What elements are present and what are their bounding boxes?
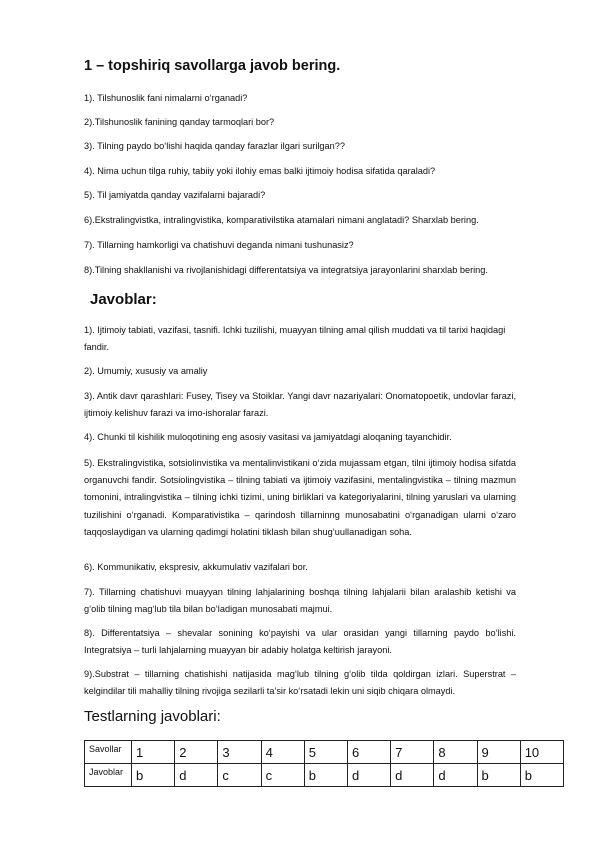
question-number-cell: 5 xyxy=(304,741,347,764)
answer-3: 3). Antik davr qarashlari: Fusey, Tisey va Stoiklar. Yangi davr nazariyalari: Onomatopoetik, undovlar farazi, ijtimoiy kelishuv farazi va imo-ishoralar farazi. xyxy=(84,391,516,419)
question-5: 5). Til jamiyatda qanday vazifalarni bajaradi? xyxy=(84,190,266,200)
table-row-questions xyxy=(85,741,564,764)
answer-letter-cell: d xyxy=(391,764,434,787)
question-number-cell: 4 xyxy=(261,741,304,764)
answer-letter-cell: d xyxy=(434,764,477,787)
answer-5: 5). Ekstralingvistika, sotsiolinvistika va mentalinvistikani o‘zida mujassam etgan, tilni ijtimoiy hodisa sifatda organuvchi fandir. Sotsiolingvistika – tilning tabiati va ijtimoiy vazifasini, mentalingvistika – tilning mazmun tomonini, intralingvistika – tilning ichki tizimi, uning birliklari va kategoriyalarini, tilning yaruslari va ularning tuzilishini o‘rganadi. Komparativistika – qarindosh tillarninng munosabatini o‘rganadigan ularni o‘zaro taqqoslaydigan va ularning qadimgi holatini tiklash bilan shug‘uullanadigan soha. xyxy=(84,458,516,537)
question-number-cell: 2 xyxy=(175,741,218,764)
question-8: 8).Tilning shakllanishi va rivojlanishidagi differentatsiya va integratsiya jarayonlarini sharxlab bering. xyxy=(84,265,488,275)
answers-heading: Javoblar: xyxy=(90,291,157,308)
question-6: 6).Ekstralingvistka, intralingvistika, komparativilstika atamalari nimani anglatadi? Sharxlab bering. xyxy=(84,215,479,225)
row-label-questions: Savollar xyxy=(85,741,132,764)
table-row-answers xyxy=(85,764,564,787)
answer-8: 8). Differentatsiya – shevalar sonining ko‘payishi va ular orasidan yangi tillarning paydo bo‘lishi. Integratsiya – turli lahjalarning muayyan bir adabiy holatga keltirish jarayoni. xyxy=(84,628,516,656)
question-number-cell: 3 xyxy=(218,741,261,764)
answer-letter-cell: b xyxy=(477,764,520,787)
question-number-cell: 6 xyxy=(347,741,390,764)
question-3: 3). Tilning paydo bo‘lishi haqida qanday farazlar ilgari surilgan?? xyxy=(84,141,345,151)
assignment-title: 1 – topshiriq savollarga javob bering. xyxy=(84,58,341,74)
answer-letter-cell: d xyxy=(175,764,218,787)
question-2: 2).Tilshunoslik fanining qanday tarmoqlari bor? xyxy=(84,117,275,127)
answer-letter-cell: c xyxy=(218,764,261,787)
test-answers-table xyxy=(84,740,564,787)
answer-7: 7). Tillarning chatishuvi muayyan tilning lahjalarining boshqa tilning lahjalarii bilan aralashib ketishi va g‘olib tilning mag‘lub tila bilan bo‘ladigan munosabati majmui. xyxy=(84,587,516,615)
answer-9: 9).Substrat – tillarning chatishishi natijasida mag‘lub tilning g‘olib tilda qoldirgan izlari. Superstrat – kelgindilar tili mahalliy tilning rivojiga sezilarli ta’sir ko‘rsatadi lekin uni siqib chiqara olmaydi. xyxy=(84,669,516,697)
question-number-cell: 1 xyxy=(132,741,175,764)
question-1: 1). Tilshunoslik fani nimalarni o‘rganadi? xyxy=(84,93,248,103)
question-7: 7). Tillarning hamkorligi va chatishuvi deganda nimani tushunasiz? xyxy=(84,240,354,250)
question-number-cell: 9 xyxy=(477,741,520,764)
question-number-cell: 10 xyxy=(520,741,563,764)
answer-4: 4). Chunki til kishilik muloqotining eng asosiy vasitasi va jamiyatdagi aloqaning tayanchidir. xyxy=(84,432,452,442)
answer-letter-cell: b xyxy=(520,764,563,787)
question-4: 4). Nima uchun tilga ruhiy, tabiiy yoki ilohiy emas balki ijtimoiy hodisa sifatida qaraladi? xyxy=(84,166,436,176)
answer-2: 2). Umumiy, xususiy va amaliy xyxy=(84,366,208,376)
answer-letter-cell: c xyxy=(261,764,304,787)
tests-heading: Testlarning javoblari: xyxy=(84,708,221,725)
row-label-answers: Javoblar xyxy=(85,764,132,787)
answer-letter-cell: b xyxy=(304,764,347,787)
question-number-cell: 7 xyxy=(391,741,434,764)
answer-letter-cell: d xyxy=(347,764,390,787)
answer-letter-cell: b xyxy=(132,764,175,787)
answer-1: 1). Ijtimoiy tabiati, vazifasi, tasnifi. Ichki tuzilishi, muayyan tilning amal qilish muddati va til tarixi haqidagi fandir. xyxy=(84,325,506,353)
answer-6: 6). Kommunikativ, ekspresiv, akkumulativ vazifalari bor. xyxy=(84,562,308,572)
question-number-cell: 8 xyxy=(434,741,477,764)
